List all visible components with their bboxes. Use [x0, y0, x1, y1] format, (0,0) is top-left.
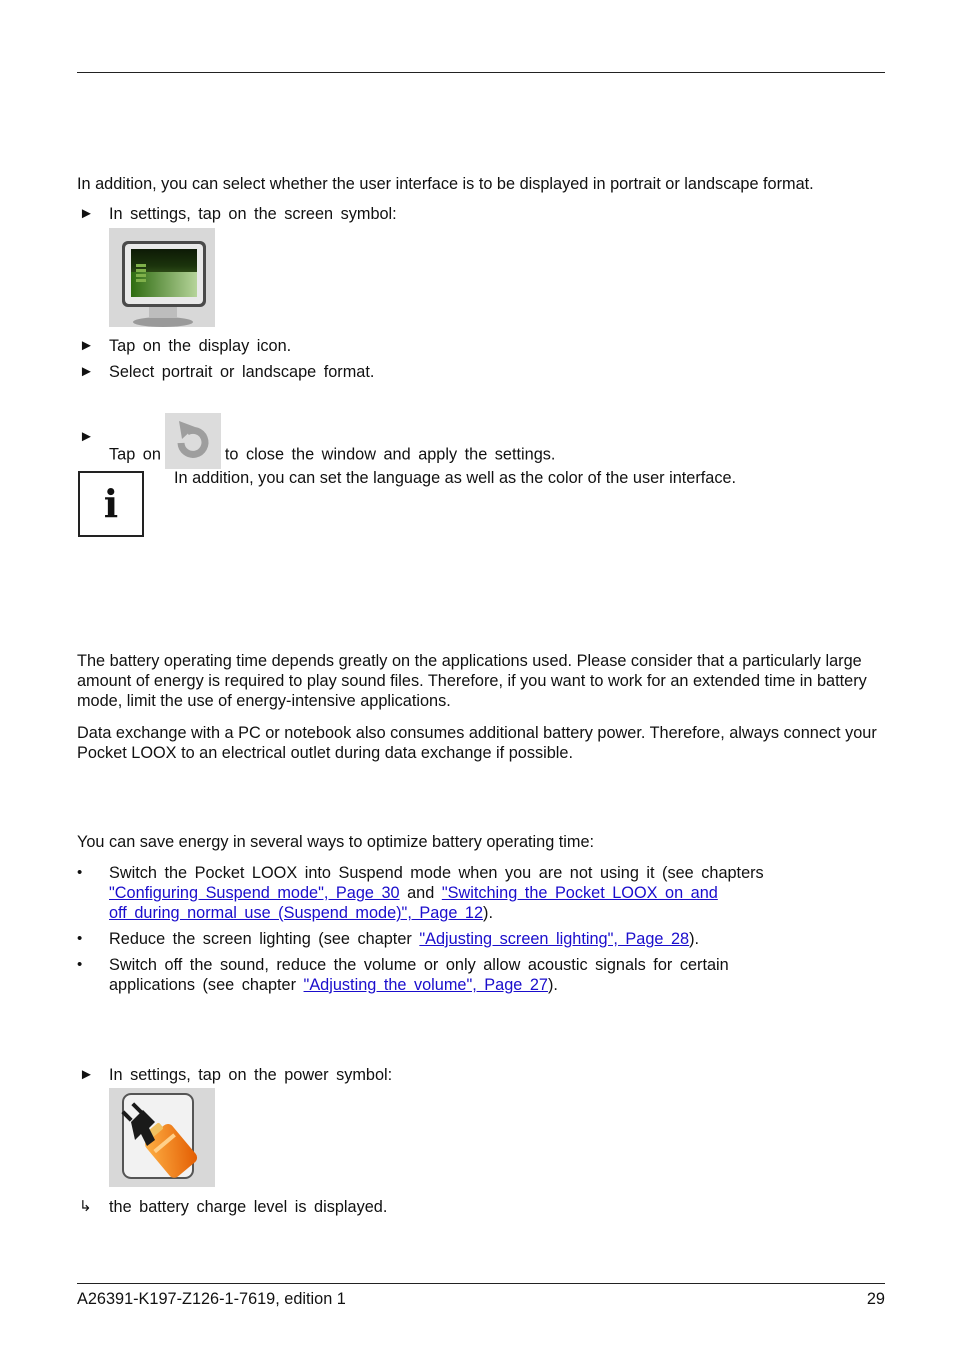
link-adjusting-screen-lighting[interactable]: "Adjusting screen lighting", Page 28	[419, 930, 690, 948]
link-adjusting-volume[interactable]: "Adjusting the volume", Page 27	[303, 976, 548, 994]
footer-rule	[77, 1283, 885, 1284]
info-note: In addition, you can set the language as well as the color of the user interface.	[174, 469, 737, 487]
info-icon: i	[78, 471, 144, 537]
link-configuring-suspend-mode[interactable]: "Configuring Suspend mode", Page 30	[109, 884, 400, 902]
header-rule	[77, 72, 885, 73]
intro-paragraph: In addition, you can select whether the user interface is to be displayed in portrait or landscape format.	[77, 175, 814, 193]
step-marker: ►	[79, 205, 94, 222]
battery-time-paragraph: The battery operating time depends greatly on the applications used. Please consider that a particularly large amount of energy is required to play sound files. Therefore, if you want to work for an extended time in battery mode, limit the use of energy-intensive applications.	[77, 652, 867, 710]
save-energy-intro: You can save energy in several ways to optimize battery operating time:	[77, 833, 595, 851]
back-arrow-icon[interactable]	[165, 413, 221, 469]
document-id: A26391-K197-Z126-1-7619, edition 1	[77, 1290, 346, 1308]
power-settings-icon[interactable]	[109, 1088, 215, 1187]
data-exchange-paragraph: Data exchange with a PC or notebook also consumes additional battery power. Therefore, always connect your Pocket LOOX to an electrical outlet during data exchange if possible.	[77, 724, 877, 762]
result-marker: ↳	[79, 1198, 92, 1215]
screen-settings-icon[interactable]	[109, 228, 215, 327]
link-switching-pocket-loox[interactable]: "Switching the Pocket LOOX on and off during normal use (Suspend mode)", Page 12	[109, 884, 718, 922]
page-number: 29	[866, 1290, 885, 1308]
